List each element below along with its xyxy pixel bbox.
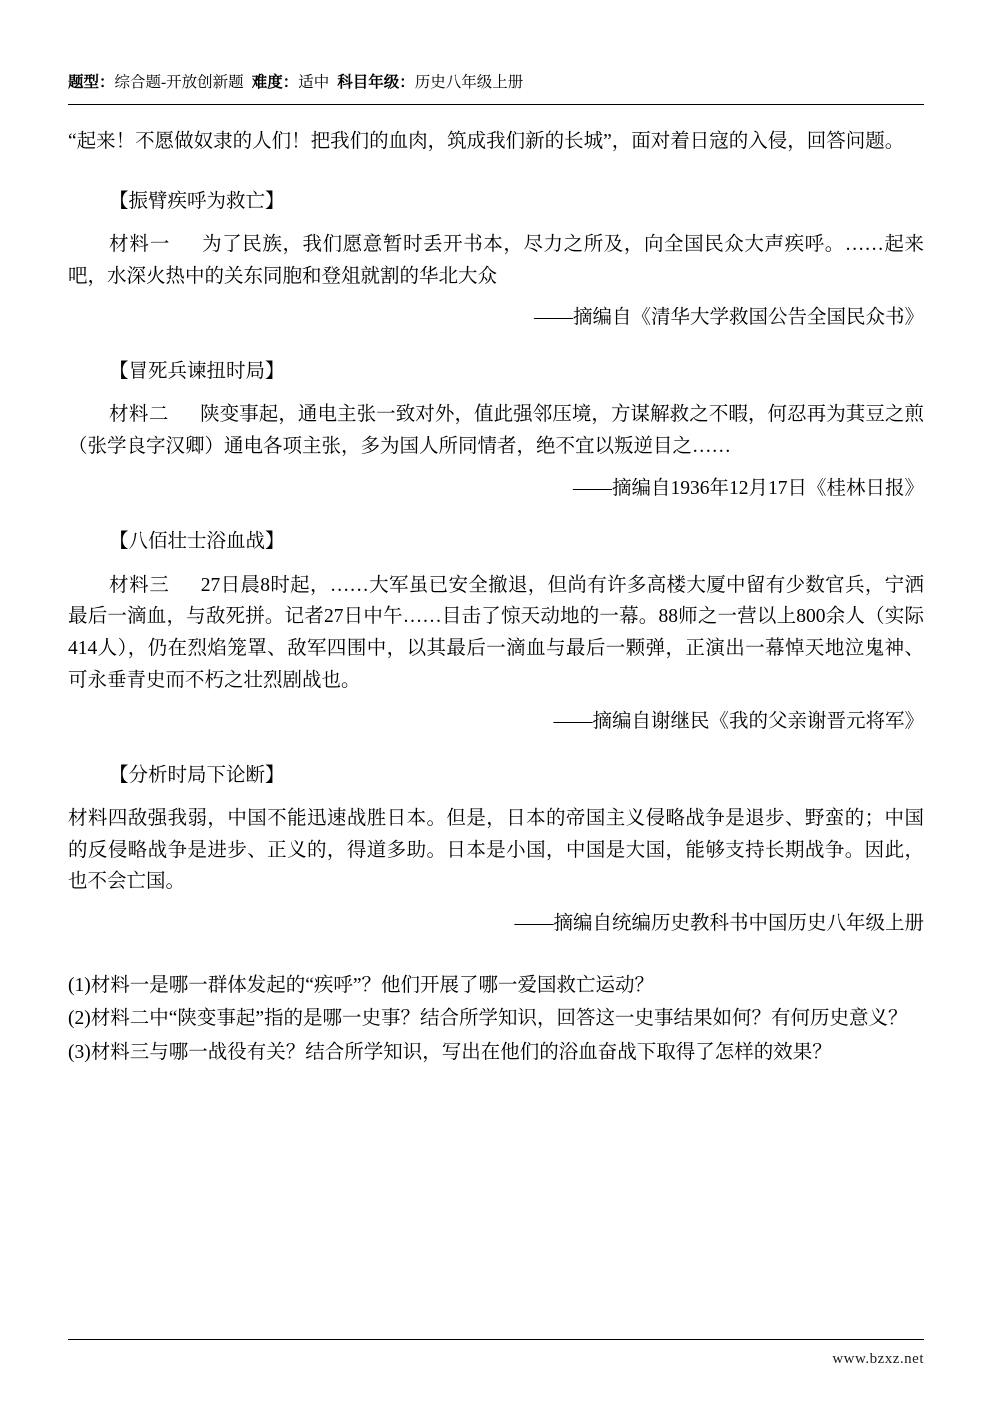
question-item-3: (3)材料三与哪一战役有关？结合所学知识，写出在他们的浴血奋战下取得了怎样的效果？ [68,1041,832,1063]
material-text-1: 为了民族，我们愿意暂时丢开书本，尽力之所及，向全国民众大声疾呼。……起来吧，水深火热中的关东同胞和登俎就割的华北大众 [68,234,924,287]
question-item-1: (1)材料一是哪一群体发起的“疾呼”？他们开展了哪一爱国救亡运动？ [68,974,655,996]
material-paragraph-4 [68,803,924,898]
material-source-4: ——摘编自统编历史教科书中国历史八年级上册 [514,912,924,934]
subject-grade-label: 科目年级： [337,74,415,91]
difficulty-value: 适中 [298,74,330,91]
material-label-1: 材料一 [108,234,171,256]
difficulty-label: 难度： [251,74,299,91]
intro-paragraph: “起来！不愿做奴隶的人们！把我们的血肉，筑成我们新的长城”，面对着日寇的入侵，回答问题。 [68,131,905,152]
question-type-label: 题型： [68,74,115,91]
material-source-2: ——摘编自1936年12月17日《桂林日报》 [572,477,924,499]
question-item-2: (2)材料二中“陕变事起”指的是哪一史事？结合所学知识，回答这一史事结果如何？有何历史意义？ [68,1008,908,1030]
subject-grade-value: 历史八年级上册 [414,74,524,91]
section-title-3: 【八佰壮士浴血战】 [108,531,285,553]
header-divider [68,104,924,105]
material-paragraph-2 [68,399,924,462]
material-text-2: 陕变事起，通电主张一致对外，值此强邻压境，方谋解救之不暇，何忍再为萁豆之煎（张学良字汉卿）通电各项主张，多为国人所同情者，绝不宜以叛逆目之…… [68,404,924,458]
questions-list [68,970,924,1069]
material-text-3: 27日晨8时起，……大军虽已安全撤退，但尚有许多高楼大厦中留有少数官兵，宁洒最后一滴血，与敌死拼。记者27日中午……目击了惊天动地的一幕。88师之一营以上800余人（实际414人），仍在烈焰笼罩、敌军四围中，以其最后一滴血与最后一颗弹，正演出一幕悼天地泣鬼神、可永垂青史而不朽之壮烈剧战也。 [68,574,924,691]
footer-watermark: www.bzxz.net [832,1351,924,1367]
question-type-value: 综合题-开放创新题 [114,74,244,91]
document-body [68,126,924,1070]
section-title-2: 【冒死兵谏扭时局】 [108,360,285,382]
document-header [68,72,924,94]
material-source-1: ——摘编自《清华大学救国公告全国民众书》 [533,307,924,329]
material-paragraph-1 [68,229,924,292]
section-title-4: 【分析时局下论断】 [108,764,285,786]
material-label-2: 材料二 [108,404,169,426]
material-paragraph-3 [68,570,924,696]
material-label-3: 材料三 [108,574,170,596]
material-source-3: ——摘编自谢继民《我的父亲谢晋元将军》 [553,711,924,733]
section-title-1: 【振臂疾呼为救亡】 [108,190,285,212]
material-text-4: 敌强我弱，中国不能迅速战胜日本。但是，日本的帝国主义侵略战争是退步、野蛮的；中国的反侵略战争是进步、正义的，得道多助。日本是小国，中国是大国，能够支持长期战争。因此，也不会亡国。 [68,808,924,893]
material-label-4: 材料四 [68,808,128,830]
footer-divider [68,1339,924,1340]
